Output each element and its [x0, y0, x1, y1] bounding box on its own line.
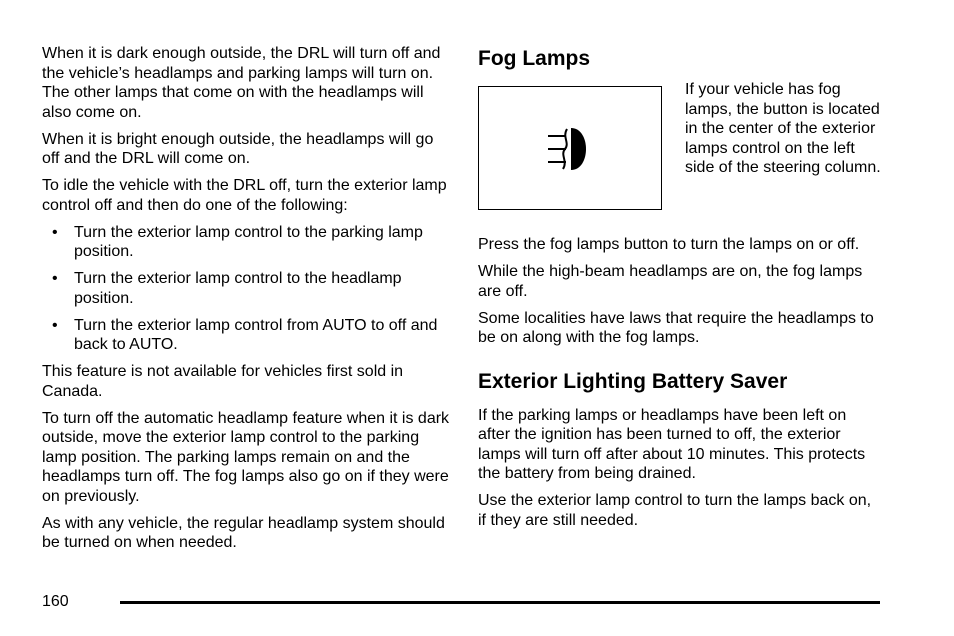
- paragraph-canada: This feature is not available for vehicles first sold in Canada.: [42, 363, 404, 400]
- page-number: 160: [42, 593, 69, 610]
- fog-lamp-icon: [543, 125, 599, 173]
- list-item: • Turn the exterior lamp control to the headlamp position.: [42, 269, 452, 308]
- drl-options-list: [42, 223, 452, 355]
- fog-lamps-figure: [478, 81, 881, 212]
- paragraph-fog-highbeam: While the high-beam headlamps are on, the fog lamps are off.: [478, 263, 863, 300]
- paragraph-turn-off-auto: To turn off the automatic headlamp feature when it is dark outside, move the exterior lamp control to the parking lamp position. The parking lamps remain on and the headlamps turn off. The fog lamps also go on if they were on previously.: [42, 409, 450, 505]
- fog-lamps-location-text: If your vehicle has fog lamps, the button is located in the center of the exterior lamps control on the left side of the steering column.: [685, 81, 881, 176]
- footer-divider: [120, 601, 880, 604]
- left-column: [42, 44, 452, 560]
- paragraph-battery-left-on: If the parking lamps or headlamps have been left on after the ignition has been turned to off, the exterior lamps will turn off after about 10 minutes. This protects the battery from being drained.: [478, 406, 866, 482]
- paragraph-drl-dark: When it is dark enough outside, the DRL will turn off and the vehicle’s headlamps and parking lamps will turn on. The other lamps that come on with the headlamps will also come on.: [42, 45, 441, 121]
- fog-lamps-heading: Fog Lamps: [478, 47, 591, 70]
- fog-lamp-button-illustration: [478, 86, 662, 210]
- paragraph-idle-drl: To idle the vehicle with the DRL off, turn the exterior lamp control off and then do one of the following:: [42, 177, 447, 214]
- battery-saver-heading: Exterior Lighting Battery Saver: [478, 369, 788, 393]
- list-item: • Turn the exterior lamp control to the parking lamp position.: [42, 223, 452, 262]
- right-column: [478, 44, 881, 538]
- paragraph-fog-press: Press the fog lamps button to turn the lamps on or off.: [478, 236, 860, 253]
- paragraph-drl-bright: When it is bright enough outside, the headlamps will go off and the DRL will come on.: [42, 130, 434, 167]
- paragraph-fog-laws: Some localities have laws that require the headlamps to be on along with the fog lamps.: [478, 309, 874, 346]
- list-item: • Turn the exterior lamp control from AUTO to off and back to AUTO.: [42, 316, 452, 355]
- paragraph-battery-turn-on: Use the exterior lamp control to turn the lamps back on, if they are still needed.: [478, 492, 872, 529]
- paragraph-regular-system: As with any vehicle, the regular headlamp system should be turned on when needed.: [42, 514, 445, 551]
